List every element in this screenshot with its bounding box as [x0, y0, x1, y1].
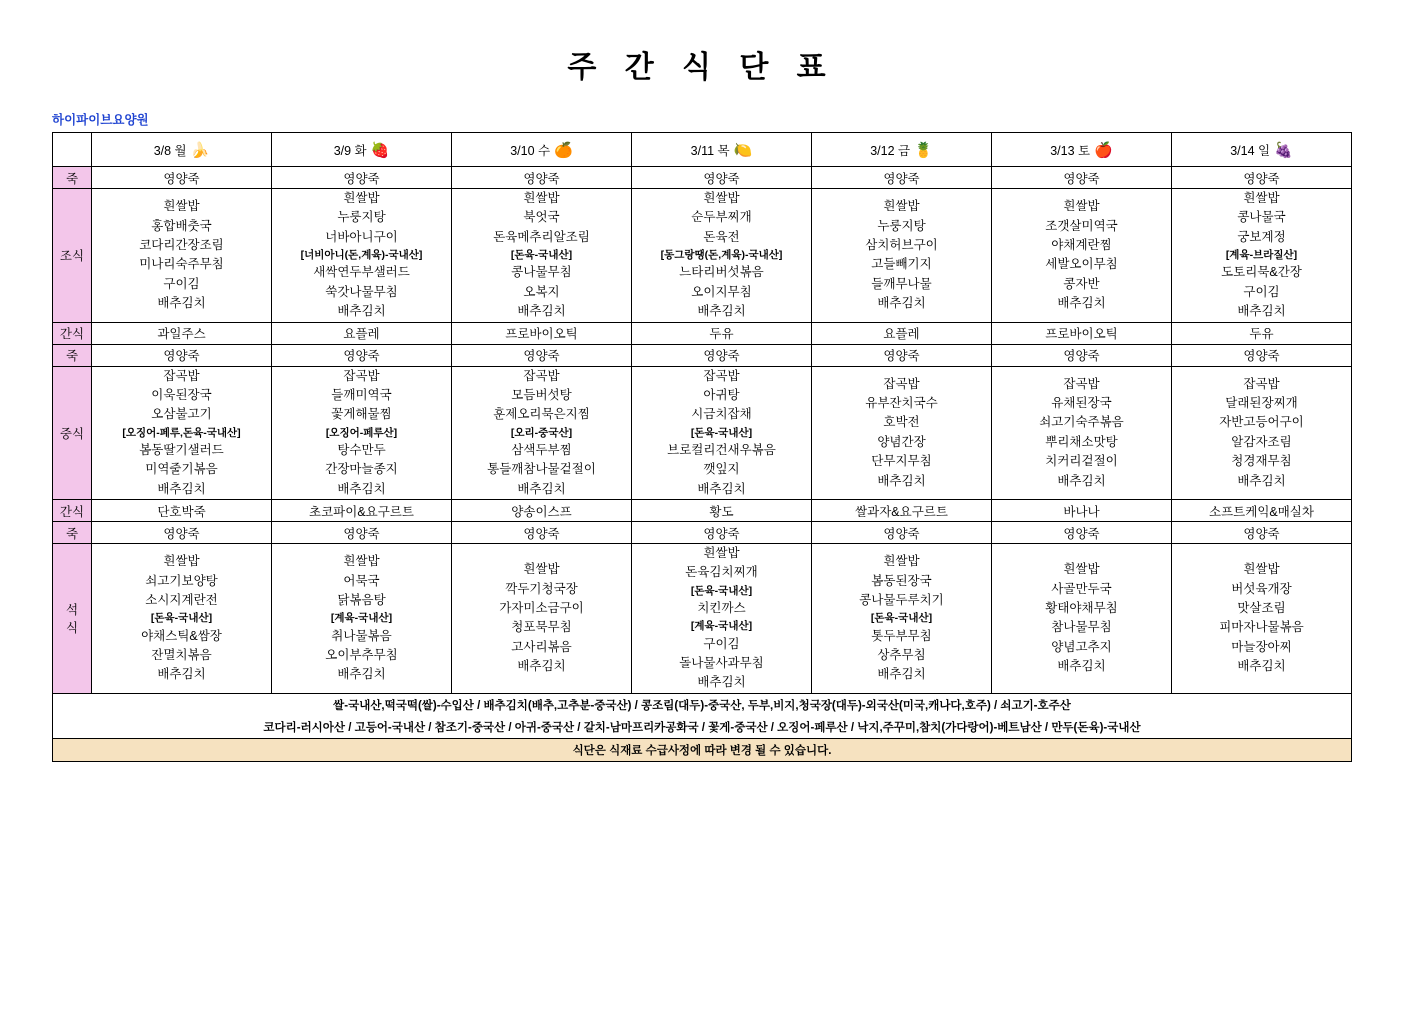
menu-item: 알감자조림 [1231, 434, 1292, 449]
menu-cell-r7-c3 [632, 544, 812, 694]
menu-item: 배추김치 [517, 304, 566, 319]
menu-item: 흰쌀밥 [343, 191, 380, 205]
menu-cell-r6-c3: 영양죽 [632, 522, 812, 544]
fruit-icon-0: 🍌 [190, 141, 210, 159]
menu-item: 흰쌀밥 [883, 554, 920, 569]
day-label-2: 3/10 수 [510, 143, 551, 158]
menu-item: 잡곡밥 [1243, 376, 1280, 391]
origin-line-1: 쌀-국내산,떡국떡(쌀)-수입산 / 배추김치(배추,고추분-중국산) / 콩조림(대두)-중국산, 두부,비지,청국장(대두)-외국산(미국,캐나다,호주) / 쇠고기-호주산 [53, 693, 1352, 716]
menu-item: 톳두부무침 [871, 628, 932, 643]
menu-cell-r4-c1 [272, 366, 452, 500]
menu-item: 느타리버섯볶음 [679, 265, 764, 280]
menu-row-0 [53, 167, 1352, 189]
menu-item: 배추김치 [877, 296, 926, 310]
menu-item: 돌나물사과무침 [679, 656, 764, 671]
menu-item: 들깨무나물 [871, 276, 932, 291]
row-label-3: 죽 [53, 344, 92, 366]
menu-cell-r1-c4 [812, 189, 992, 323]
day-label-1: 3/9 화 [333, 143, 367, 158]
menu-cell-r6-c0: 영양죽 [92, 522, 272, 544]
menu-cell-r7-c1 [272, 544, 452, 694]
menu-item: 아귀탕 [703, 387, 740, 402]
corner-cell [53, 133, 92, 167]
fruit-icon-3: 🍋 [733, 141, 753, 159]
menu-item: 배추김치 [157, 481, 206, 496]
day-header-0 [92, 133, 272, 167]
menu-item: 사골만두국 [1051, 581, 1112, 596]
menu-cell-r2-c3: 두유 [632, 322, 812, 344]
menu-item: 잡곡밥 [163, 368, 200, 383]
menu-cell-r1-c5 [992, 189, 1172, 323]
menu-item: 청경재무침 [1231, 454, 1292, 469]
origin-info-table [52, 693, 1352, 762]
menu-cell-r6-c1: 영양죽 [272, 522, 452, 544]
menu-item: 흰쌀밥 [883, 199, 920, 214]
weekly-menu-page [0, 42, 1403, 1034]
menu-cell-r0-c3: 영양죽 [632, 167, 812, 189]
notice-row [53, 738, 1352, 761]
menu-item: 누룽지탕 [337, 210, 386, 225]
row-label-2: 간식 [53, 322, 92, 344]
menu-item: 맛살조림 [1237, 601, 1286, 616]
menu-item: 고들빼기지 [871, 257, 932, 272]
menu-cell-r3-c4: 영양죽 [812, 344, 992, 366]
menu-item: 콩자반 [1063, 276, 1100, 291]
row-label-0: 죽 [53, 167, 92, 189]
menu-item: 배추김치 [697, 675, 746, 690]
menu-item: 쑥갓나물무침 [325, 284, 398, 299]
menu-item: 궁보계정 [1237, 229, 1286, 244]
menu-item: 잡곡밥 [703, 368, 740, 383]
menu-cell-r3-c0: 영양죽 [92, 344, 272, 366]
menu-item: 콩나물무침 [511, 265, 572, 280]
menu-item: 가자미소금구이 [499, 601, 584, 616]
menu-cell-r7-c6 [1172, 544, 1352, 694]
menu-item: 북엇국 [523, 210, 560, 225]
menu-item: 호박전 [883, 415, 920, 430]
origin-line-2: 코다리-러시아산 / 고등어-국내산 / 참조기-중국산 / 아귀-중국산 / 갈치-남마프리카공화국 / 꽃게-중국산 / 오징어-페루산 / 낙지,주꾸미,참치(가다랑어)-베트남산 / 만두(돈육)-국내산 [53, 716, 1352, 739]
menu-item: 흰쌀밥 [703, 546, 740, 561]
menu-row-3 [53, 344, 1352, 366]
menu-cell-r5-c2: 양송이스프 [452, 500, 632, 522]
fruit-icon-6: 🍇 [1274, 141, 1293, 159]
menu-cell-r4-c3 [632, 366, 812, 500]
row-label-5: 간식 [53, 500, 92, 522]
menu-item: 삼치허브구이 [865, 237, 938, 252]
menu-item: 소시지계란전 [145, 592, 218, 607]
day-label-5: 3/13 토 [1050, 143, 1091, 158]
weekly-menu-table [52, 132, 1352, 694]
menu-cell-r1-c3 [632, 189, 812, 323]
menu-item: 콩나물국 [1237, 210, 1286, 225]
menu-cell-r5-c5: 바나나 [992, 500, 1172, 522]
menu-item: 삼색두부찜 [511, 442, 572, 457]
menu-cell-r4-c4 [812, 366, 992, 500]
menu-item: 청포묵무침 [511, 620, 572, 635]
day-label-4: 3/12 금 [870, 143, 911, 158]
menu-item: 참나물무침 [1051, 620, 1112, 635]
menu-item: 고사리볶음 [511, 639, 572, 654]
menu-item: 상추무침 [877, 647, 926, 662]
menu-item: 유채된장국 [1051, 396, 1112, 411]
menu-item: 구이김 [163, 276, 200, 291]
menu-item: 오이지무침 [691, 284, 752, 299]
menu-item: 구이김 [703, 636, 740, 651]
menu-item: 잡곡밥 [883, 376, 920, 391]
menu-item: 깍두기청국장 [505, 581, 578, 596]
menu-item: 미역줄기볶음 [145, 462, 218, 477]
menu-cell-r6-c5: 영양죽 [992, 522, 1172, 544]
menu-cell-r3-c3: 영양죽 [632, 344, 812, 366]
menu-cell-r0-c0: 영양죽 [92, 167, 272, 189]
menu-cell-r7-c2 [452, 544, 632, 694]
menu-item: [돈육-국내산] [690, 426, 753, 439]
menu-item: 브로컬리건새우볶음 [667, 442, 776, 457]
menu-item: 배추김치 [1057, 473, 1106, 488]
menu-item: [계육-국내산] [330, 612, 393, 625]
menu-cell-r5-c4: 쌀과자&요구르트 [812, 500, 992, 522]
menu-item: 흰쌀밥 [343, 554, 380, 569]
day-header-6 [1172, 133, 1352, 167]
menu-cell-r7-c4 [812, 544, 992, 694]
menu-item: 어묵국 [343, 573, 380, 588]
menu-item: 깻잎지 [703, 462, 740, 477]
menu-item: 잡곡밥 [343, 368, 380, 383]
menu-row-1 [53, 189, 1352, 323]
menu-item: 돈육전 [703, 229, 740, 244]
menu-cell-r4-c2 [452, 366, 632, 500]
menu-item: 배추김치 [157, 296, 206, 310]
menu-cell-r2-c1: 요플레 [272, 322, 452, 344]
menu-row-6 [53, 522, 1352, 544]
menu-item: 오이부추무침 [325, 647, 398, 662]
menu-item: 봄동딸기샐러드 [139, 442, 224, 457]
table-header-row [53, 133, 1352, 167]
menu-cell-r1-c2 [452, 189, 632, 323]
menu-item: 잡곡밥 [523, 368, 560, 383]
fruit-icon-1: 🍓 [370, 141, 390, 159]
menu-item: 양념간장 [877, 434, 926, 449]
fruit-icon-2: 🍊 [554, 141, 573, 159]
menu-item: 흰쌀밥 [523, 562, 560, 577]
menu-item: 흰쌀밥 [1063, 199, 1100, 214]
menu-item: 통들깨참나물겉절이 [487, 462, 596, 477]
row-label-1: 조식 [53, 189, 92, 323]
facility-name: 하이파이브요양원 [52, 113, 149, 127]
menu-cell-r1-c6 [1172, 189, 1352, 323]
menu-item: 황태야채무침 [1045, 601, 1118, 616]
menu-item: [돈육-국내산] [870, 612, 933, 625]
menu-item: [오리-중국산] [510, 426, 573, 439]
menu-item: 배추김치 [697, 304, 746, 319]
menu-cell-r4-c0 [92, 366, 272, 500]
menu-item: 쇠고기숙주볶음 [1039, 415, 1124, 430]
menu-item: 콩나물두루치기 [859, 592, 944, 607]
menu-item: 도토리묵&간장 [1221, 265, 1302, 280]
menu-item: [너비아니(돈,계육)-국내산] [300, 249, 423, 262]
menu-item: 배추김치 [517, 481, 566, 496]
menu-item: 돈육메추리알조림 [493, 229, 590, 244]
fruit-icon-4: 🍍 [914, 141, 933, 159]
menu-change-notice: 식단은 식재료 수급사정에 따라 변경 될 수 있습니다. [53, 738, 1352, 761]
day-header-3 [632, 133, 812, 167]
menu-item: 배추김치 [157, 667, 206, 682]
menu-row-7 [53, 544, 1352, 694]
menu-item: 오삼불고기 [151, 407, 212, 422]
menu-item: 배추김치 [1237, 473, 1286, 488]
menu-item: 들깨미역국 [331, 387, 392, 402]
menu-item: 새싹연두부샐러드 [313, 265, 410, 280]
menu-cell-r7-c0 [92, 544, 272, 694]
origin-row-1 [53, 693, 1352, 716]
menu-item: [돈육-국내산] [510, 249, 573, 262]
menu-item: 흰쌀밥 [703, 191, 740, 205]
menu-item: 너바아니구이 [325, 229, 398, 244]
menu-item: [돈육-국내산] [690, 584, 753, 597]
menu-cell-r0-c1: 영양죽 [272, 167, 452, 189]
menu-cell-r0-c4: 영양죽 [812, 167, 992, 189]
menu-item: 마늘장아찌 [1231, 639, 1292, 654]
menu-item: 쇠고기보양탕 [145, 573, 218, 588]
menu-cell-r5-c3: 황도 [632, 500, 812, 522]
menu-item: 구이김 [1243, 284, 1280, 299]
menu-cell-r2-c2: 프로바이오틱 [452, 322, 632, 344]
day-header-4 [812, 133, 992, 167]
menu-item: [오징어-페루산] [325, 426, 398, 439]
menu-row-2 [53, 322, 1352, 344]
menu-item: 훈제오리묵은지찜 [493, 407, 590, 422]
menu-item: 흰쌀밥 [1243, 191, 1280, 205]
menu-cell-r2-c5: 프로바이오틱 [992, 322, 1172, 344]
menu-item: 배추김치 [337, 667, 386, 682]
menu-item: 간장마늘종지 [325, 462, 398, 477]
menu-item: 흰쌀밥 [163, 199, 200, 214]
menu-item: 잡곡밥 [1063, 376, 1100, 391]
menu-item: 배추김치 [517, 659, 566, 674]
menu-cell-r5-c0: 단호박죽 [92, 500, 272, 522]
menu-item: 시금치잡채 [691, 407, 752, 422]
menu-cell-r6-c6: 영양죽 [1172, 522, 1352, 544]
menu-cell-r2-c4: 요플레 [812, 322, 992, 344]
menu-item: 야채스틱&쌈장 [141, 628, 222, 643]
day-label-0: 3/8 월 [153, 143, 187, 158]
menu-cell-r5-c1: 초코파이&요구르트 [272, 500, 452, 522]
menu-cell-r0-c5: 영양죽 [992, 167, 1172, 189]
menu-item: 달래된장찌개 [1225, 396, 1298, 411]
menu-item: 배추김치 [697, 481, 746, 496]
menu-item: 코다리간장조림 [139, 237, 224, 252]
menu-cell-r0-c2: 영양죽 [452, 167, 632, 189]
menu-item: [계육-브라질산] [1225, 249, 1298, 262]
menu-item: 피마자나물볶음 [1219, 620, 1304, 635]
menu-cell-r3-c6: 영양죽 [1172, 344, 1352, 366]
menu-item: 버섯육개장 [1231, 581, 1292, 596]
menu-item: 조갯살미역국 [1045, 218, 1118, 233]
menu-item: [오징어-페루,돈육-국내산] [122, 426, 241, 439]
menu-item: 치킨까스 [697, 601, 746, 616]
menu-item: 흰쌀밥 [1063, 562, 1100, 577]
menu-item: 꽃게해물찜 [331, 407, 392, 422]
menu-cell-r3-c5: 영양죽 [992, 344, 1172, 366]
page-title: 주 간 식 단 표 [567, 51, 836, 84]
origin-row-2 [53, 716, 1352, 739]
menu-item: 배추김치 [1057, 296, 1106, 310]
menu-item: [동그랑땡(돈,계육)-국내산] [660, 249, 783, 262]
menu-item: 배추김치 [337, 304, 386, 319]
menu-item: 이욱된장국 [151, 387, 212, 402]
row-label-4: 중식 [53, 366, 92, 500]
menu-item: 흰쌀밥 [163, 554, 200, 569]
day-label-3: 3/11 목 [690, 143, 730, 158]
fruit-icon-5: 🍎 [1094, 141, 1113, 159]
menu-cell-r6-c4: 영양죽 [812, 522, 992, 544]
menu-item: 흰쌀밥 [523, 191, 560, 205]
menu-item: 배추김치 [337, 481, 386, 496]
menu-item: 단무지무침 [871, 454, 932, 469]
menu-item: 모듬버섯탕 [511, 387, 572, 402]
menu-cell-r3-c2: 영양죽 [452, 344, 632, 366]
menu-cell-r1-c0 [92, 189, 272, 323]
menu-item: 닭볶음탕 [337, 592, 386, 607]
menu-item: 배추김치 [877, 667, 926, 682]
menu-cell-r4-c6 [1172, 366, 1352, 500]
menu-item: 탕수만두 [337, 442, 386, 457]
menu-item: [계육-국내산] [690, 620, 753, 633]
menu-cell-r6-c2: 영양죽 [452, 522, 632, 544]
menu-cell-r7-c5 [992, 544, 1172, 694]
menu-cell-r0-c6: 영양죽 [1172, 167, 1352, 189]
menu-item: 야채계란찜 [1051, 237, 1112, 252]
menu-row-5 [53, 500, 1352, 522]
menu-item: 순두부찌개 [691, 210, 752, 225]
menu-item: [돈육-국내산] [150, 612, 213, 625]
menu-item: 미나리숙주무침 [139, 257, 224, 272]
menu-item: 누룽지탕 [877, 218, 926, 233]
day-header-2 [452, 133, 632, 167]
menu-item: 배추김치 [1057, 659, 1106, 674]
menu-item: 자반고등어구이 [1219, 415, 1304, 430]
menu-item: 양념고추지 [1051, 639, 1112, 654]
menu-item: 유부잔치국수 [865, 396, 938, 411]
menu-cell-r5-c6: 소프트케익&매실차 [1172, 500, 1352, 522]
day-label-6: 3/14 일 [1230, 143, 1271, 158]
menu-cell-r2-c0: 과일주스 [92, 322, 272, 344]
menu-item: 흰쌀밥 [1243, 562, 1280, 577]
menu-cell-r4-c5 [992, 366, 1172, 500]
menu-item: 취나물볶음 [331, 628, 392, 643]
menu-item: 홍합배춧국 [151, 218, 212, 233]
day-header-5 [992, 133, 1172, 167]
row-label-6: 죽 [53, 522, 92, 544]
menu-item: 세발오이무침 [1045, 257, 1118, 272]
day-header-1 [272, 133, 452, 167]
menu-item: 오복지 [523, 284, 560, 299]
menu-cell-r2-c6: 두유 [1172, 322, 1352, 344]
menu-item: 잔멸치볶음 [151, 647, 212, 662]
menu-item: 배추김치 [877, 473, 926, 488]
menu-row-4 [53, 366, 1352, 500]
menu-cell-r3-c1: 영양죽 [272, 344, 452, 366]
menu-item: 봄동된장국 [871, 573, 932, 588]
menu-cell-r1-c1 [272, 189, 452, 323]
menu-item: 뿌리채소맛탕 [1045, 434, 1118, 449]
menu-item: 배추김치 [1237, 304, 1286, 319]
row-label-7: 석 식 [53, 544, 92, 694]
menu-item: 배추김치 [1237, 659, 1286, 674]
menu-item: 치커리겉절이 [1045, 454, 1118, 469]
menu-item: 돈육김치찌개 [685, 565, 758, 580]
